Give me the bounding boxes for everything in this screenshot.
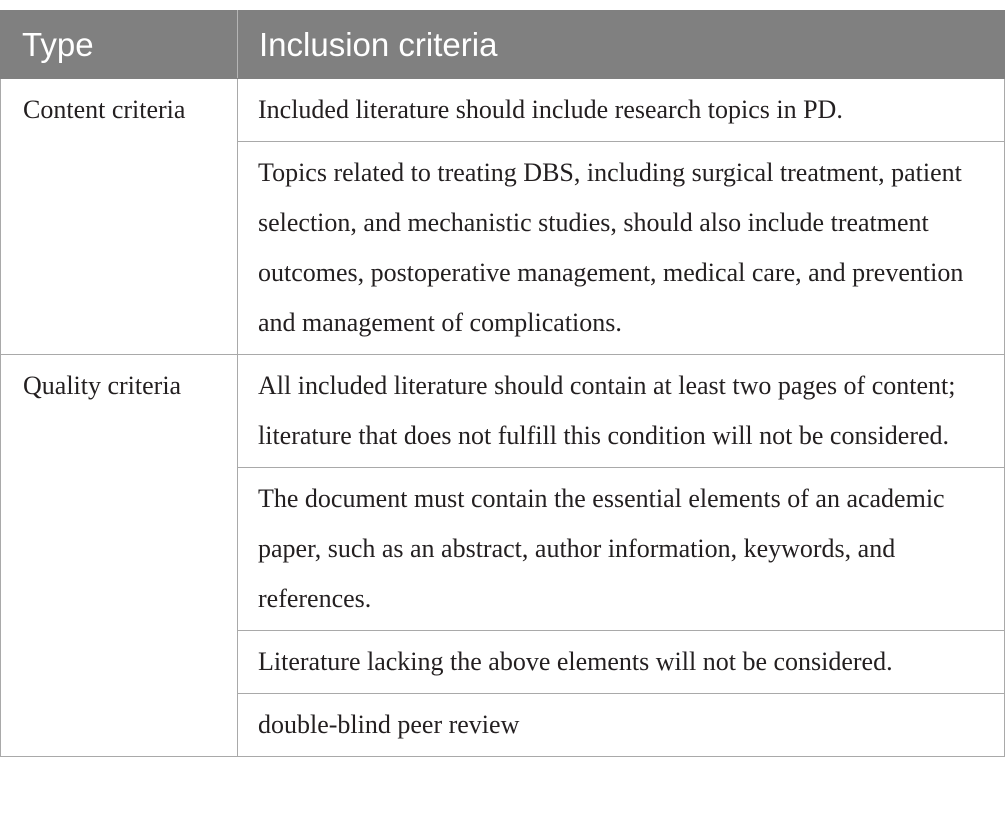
header-inclusion-criteria: Inclusion criteria — [238, 11, 1005, 79]
criteria-cell: All included literature should contain at least two pages of content; literature that does not fulfill this condition will not be considered. — [238, 355, 1005, 468]
header-row — [1, 11, 1005, 79]
criteria-cell: Topics related to treating DBS, including surgical treatment, patient selection, and mechanistic studies, should also include treatment outcomes, postoperative management, medical care, and prevention and management of complications. — [238, 142, 1005, 355]
criteria-cell: Literature lacking the above elements will not be considered. — [238, 631, 1005, 694]
type-cell-quality: Quality criteria — [1, 355, 238, 757]
inclusion-criteria-table — [0, 10, 1005, 757]
criteria-cell: double-blind peer review — [238, 694, 1005, 757]
table-row — [1, 355, 1005, 468]
type-cell-content: Content criteria — [1, 79, 238, 355]
criteria-cell: The document must contain the essential elements of an academic paper, such as an abstract, author information, keywords, and references. — [238, 468, 1005, 631]
criteria-cell: Included literature should include research topics in PD. — [238, 79, 1005, 142]
table-row — [1, 79, 1005, 142]
header-type: Type — [1, 11, 238, 79]
